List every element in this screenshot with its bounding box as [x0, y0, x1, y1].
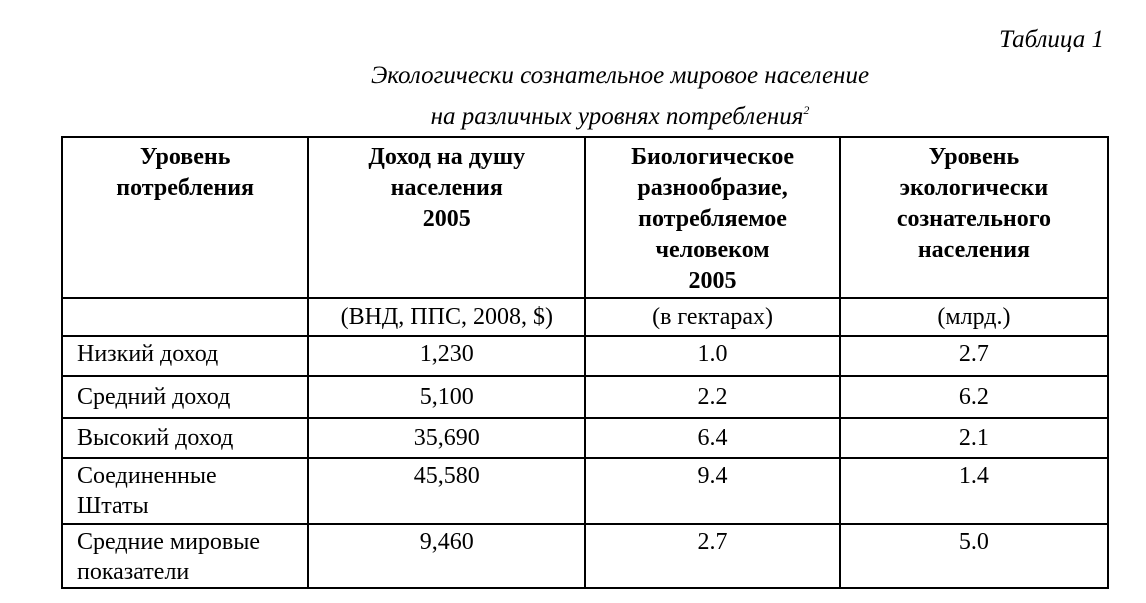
header-text: Доход на душу: [368, 144, 526, 170]
header-text: Уровень: [139, 144, 231, 170]
header-text: потребления: [116, 175, 255, 201]
units-cell-pop: (млрд.): [840, 298, 1108, 336]
units-row: [62, 298, 1108, 336]
row-bio-cell: 6.4: [585, 418, 840, 458]
row-income-cell: 1,230: [308, 336, 585, 376]
header-text: потребляемое: [638, 206, 787, 232]
row-level-text: Штаты: [77, 493, 149, 519]
header-eco-population: [840, 137, 1108, 298]
row-level-cell: [62, 376, 308, 418]
row-bio-cell: 1.0: [585, 336, 840, 376]
header-consumption-level: [62, 137, 308, 298]
row-level-text: Низкий доход: [77, 341, 219, 367]
caption-line-2: [0, 93, 1146, 134]
header-text: населения: [390, 175, 503, 201]
table-row: [62, 336, 1108, 376]
row-level-cell: [62, 336, 308, 376]
table-row: [62, 418, 1108, 458]
row-income-cell: 45,580: [308, 458, 585, 524]
table-caption: [0, 58, 1146, 134]
row-pop-cell: 1.4: [840, 458, 1108, 524]
header-text: Уровень: [928, 144, 1020, 170]
row-level-cell: [62, 418, 308, 458]
header-text: человеком: [655, 237, 770, 263]
row-level-text: Высокий доход: [77, 425, 234, 451]
table-number-label: Таблица 1: [999, 26, 1104, 53]
row-income-cell: 35,690: [308, 418, 585, 458]
row-pop-cell: 2.1: [840, 418, 1108, 458]
row-bio-cell: 9.4: [585, 458, 840, 524]
row-level-text: Средний доход: [77, 384, 231, 410]
row-level-cell: [62, 458, 308, 524]
row-pop-cell: 5.0: [840, 524, 1108, 588]
table-row: [62, 524, 1108, 588]
header-text: 2005: [688, 268, 737, 294]
header-text: экологически: [899, 175, 1049, 201]
units-cell-empty: [62, 298, 308, 336]
units-cell-bio: (в гектарах): [585, 298, 840, 336]
header-income-per-capita: [308, 137, 585, 298]
footnote-marker: 2: [803, 103, 810, 117]
header-biodiversity: [585, 137, 840, 298]
row-pop-cell: 2.7: [840, 336, 1108, 376]
row-level-text: показатели: [77, 559, 190, 585]
header-text: населения: [917, 237, 1031, 263]
row-bio-cell: 2.2: [585, 376, 840, 418]
consumption-table: [61, 136, 1109, 589]
row-pop-cell: 6.2: [840, 376, 1108, 418]
caption-line-2-text: на различных уровнях потребления: [430, 103, 804, 130]
row-level-text: Соединенные: [77, 463, 217, 489]
header-text: сознательного: [896, 206, 1052, 232]
row-level-cell: [62, 524, 308, 588]
row-income-cell: 5,100: [308, 376, 585, 418]
table-row: [62, 458, 1108, 524]
row-bio-cell: 2.7: [585, 524, 840, 588]
header-row: [62, 137, 1108, 298]
units-cell-income: (ВНД, ППС, 2008, $): [308, 298, 585, 336]
table-row: [62, 376, 1108, 418]
row-income-cell: 9,460: [308, 524, 585, 588]
header-text: 2005: [422, 206, 471, 232]
header-text: Биологическое: [631, 144, 794, 170]
header-text: разнообразие,: [637, 175, 788, 201]
row-level-text: Средние мировые: [77, 529, 261, 555]
caption-line-1: Экологически сознательное мировое население: [370, 62, 870, 89]
